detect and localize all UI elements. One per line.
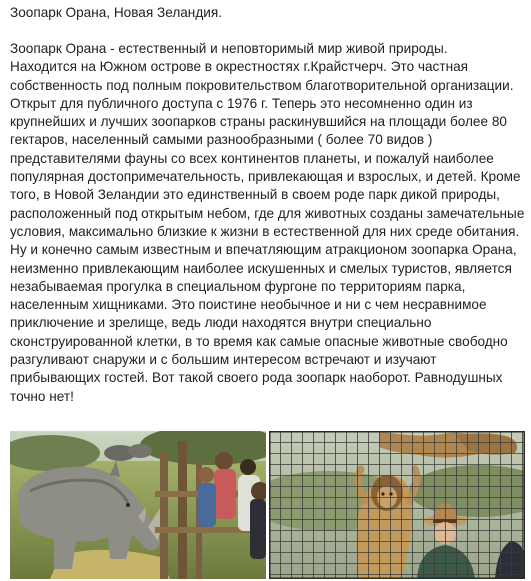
- post-body-line: популярная достопримечательность, привлекающая и взрослых, и детей. Кроме: [10, 169, 521, 185]
- post-body-line: незабываемая прогулка в специальном фургоне по территориям парка,: [10, 278, 466, 294]
- post-body-line: разгуливают снаружи и с большим интересом встречают и изучают: [10, 352, 437, 368]
- post-title: Зоопарк Орана, Новая Зеландия.: [10, 5, 222, 20]
- post-body-line: Открыт для публичного доступа с 1976 г. Теперь это несомненно один из: [10, 95, 473, 111]
- post-body-line: населенным хищниками. Это поистине необычное и ни с чем несравнимое: [10, 297, 487, 313]
- post-body-line: неизменно привлекающим наиболее искушенных и смелых туристов, является: [10, 260, 512, 276]
- photo-rhino[interactable]: [10, 431, 266, 579]
- post-body-line: условия, максимально близкие к жизни в естественной для них среде обитания.: [10, 223, 520, 239]
- post-body: [10, 40, 525, 406]
- post: [10, 4, 525, 406]
- post-body-line: собственность под полным покровительством благотворительной организации.: [10, 77, 514, 93]
- photo-gallery: [10, 431, 525, 579]
- photo-lion-cage[interactable]: [269, 431, 525, 579]
- post-body-line: того, в Новой Зеландии это единственный в своем роде парк дикой природы,: [10, 187, 500, 203]
- post-body-line: крупнейших и лучших зоопарков страны раскинувшийся на площади более 80: [10, 114, 507, 130]
- post-body-line: Зоопарк Орана - естественный и неповторимый мир живой природы.: [10, 41, 448, 56]
- post-body-line: точно нет!: [10, 388, 74, 404]
- post-body-line: гектаров, населенный самыми разнообразными ( более 70 видов ): [10, 132, 433, 148]
- post-body-line: сконструированной клетки, в то время как самые опасные животные свободно: [10, 333, 508, 349]
- lion-cage-photo-icon: [269, 431, 525, 579]
- post-body-line: Ну и конечно самым известным и впечатляющим атракционом зоопарка Орана,: [10, 242, 517, 258]
- rhino-photo-icon: [10, 431, 266, 579]
- post-body-line: Находится на Южном острове в окрестностях г.Крайстчерч. Это частная: [10, 59, 469, 75]
- post-body-line: приключение и зрелище, ведь люди находятся внутри специально: [10, 315, 432, 331]
- post-body-line: представителями фауны со всех континентов планеты, и пожалуй наиболее: [10, 150, 494, 166]
- post-body-line: расположенный под открытым небом, где для животных созданы замечательные: [10, 205, 525, 221]
- post-body-line: прибывающих гостей. Вот такой своего рода зоопарк наоборот. Равнодушных: [10, 370, 503, 386]
